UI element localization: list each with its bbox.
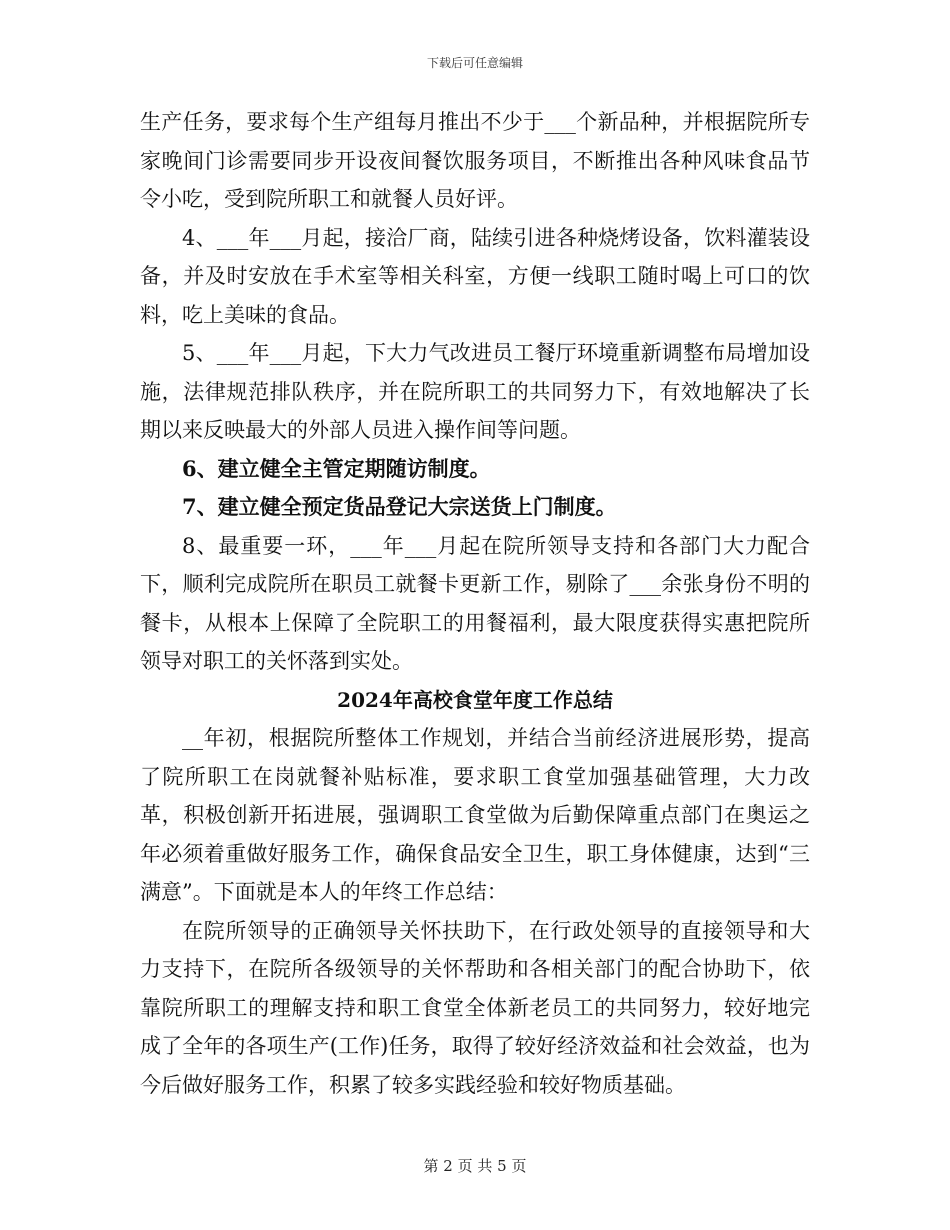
section-title: 2024年高校食堂年度工作总结 [337,687,613,712]
page-footer: 第 2 页 共 5 页 [423,1157,527,1175]
paragraph-continued: 生产任务，要求每个生产组每月推出不少于___个新品种，并根据院所专家晚间门诊需要同步开设夜间餐饮服务项目，不断推出各种风味食品节令小吃，受到院所职工和就餐人员好评。 [140,110,810,211]
paragraph-item-6: 6、建立健全主管定期随访制度。 [182,455,491,481]
paragraph-item-7: 7、建立健全预定货品登记大宗送货上门制度。 [182,494,617,519]
paragraph-item-4: 4、___年___月起，接洽厂商，陆续引进各种烧烤设备，饮料灌装设备，并及时安放在手术室等相关科室，方便一线职工随时喝上可口的饮料，吃上美味的食品。 [140,225,810,327]
paragraph-intro: __年初，根据院所整体工作规划，并结合当前经济进展形势，提高了院所职工在岗就餐补贴标准，要求职工食堂加强基础管理，大力改革，积极创新开拓进展，强调职工食堂做为后勤保障重点部门在奥运之年必须着重做好服务工作，确保食品安全卫生，职工身体健康，达到“三满意”。下面就是本人的年终工作总结： [140,726,810,904]
paragraph-item-5: 5、___年___月起，下大力气改进员工餐厅环境重新调整布局增加设施，法律规范排队秩序，并在院所职工的共同努力下，有效地解决了长期以来反映最大的外部人员进入操作间等问题。 [140,341,810,442]
paragraph-summary: 在院所领导的正确领导关怀扶助下，在行政处领导的直接领导和大力支持下，在院所各级领导的关怀帮助和各相关部门的配合协助下，依靠院所职工的理解支持和职工食堂全体新老员工的共同努力，较好地完成了全年的各项生产(工作)任务，取得了较好经济效益和社会效益，也为今后做好服务工作，积累了较多实践经验和较好物质基础。 [140,918,810,1097]
page-header: 下载后可任意编辑 [426,56,523,70]
document-body [140,103,810,1104]
paragraph-item-8: 8、最重要一环，___年___月起在院所领导支持和各部门大力配合下，顺利完成院所在职员工就餐卡更新工作，剔除了___余张身份不明的餐卡，从根本上保障了全院职工的用餐福利，最大限度获得实惠把院所领导对职工的关怀落到实处。 [140,533,810,673]
